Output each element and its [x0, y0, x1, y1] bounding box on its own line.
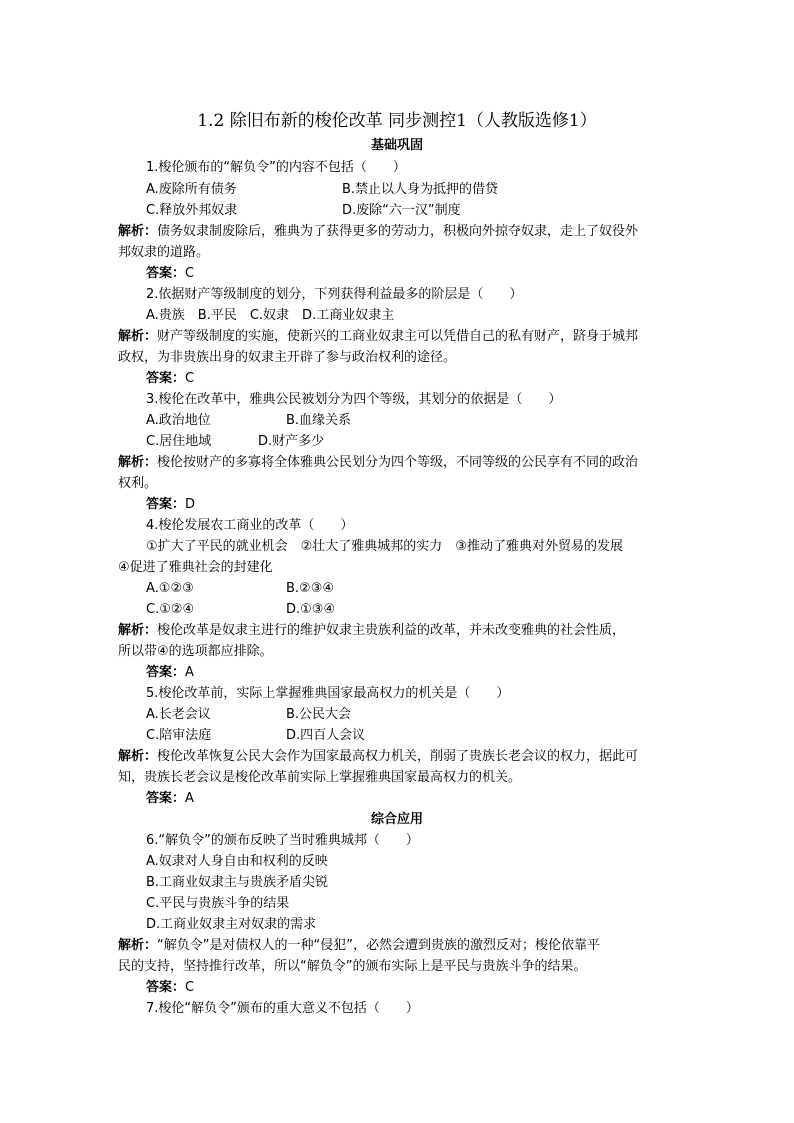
answer-label: 答案：: [146, 665, 186, 680]
q3-option-c: C.居住地域: [146, 434, 212, 449]
q1-option-b: B.禁止以人身为抵押的借贷: [342, 182, 499, 197]
q4-items-2: ④促进了雅典社会的封建化: [118, 560, 273, 575]
answer-label: 答案：: [146, 371, 186, 386]
q3-answer: [146, 495, 195, 515]
q3-options-row2: [146, 432, 325, 452]
q5-option-b: B.公民大会: [286, 707, 352, 722]
q3-option-a: A.政治地位: [146, 413, 211, 428]
q4-option-a: A.①②③: [146, 581, 194, 596]
answer-label: 答案：: [146, 497, 186, 512]
q3-analysis-text-1: 梭伦按财产的多寡将全体雅典公民划分为四个等级，不同等级的公民享有不同的政治: [157, 455, 639, 470]
analysis-label: 解析：: [118, 329, 158, 344]
q5-options-row1: [146, 705, 352, 725]
q5-analysis-text-2: 知，贵族长老会议是梭伦改革前实际上掌握雅典国家最高权力的机关。: [118, 770, 522, 785]
q4-option-b: B.②③④: [286, 581, 335, 596]
q3-option-d: D.财产多少: [258, 434, 325, 449]
q1-option-c: C.释放外邦奴隶: [146, 203, 238, 218]
q2-analysis-text-2: 政权，为非贵族出身的奴隶主开辟了参与政治权利的途径。: [118, 350, 457, 365]
analysis-label: 解析：: [118, 623, 158, 638]
q1-options-row2: [146, 201, 461, 221]
answer-label: 答案：: [146, 980, 186, 995]
q6-answer-value: C: [185, 980, 195, 995]
q1-answer-value: C: [185, 266, 195, 281]
q5-option-a: A.长老会议: [146, 707, 211, 722]
q3-stem: 3.梭伦在改革中，雅典公民被划分为四个等级，其划分的依据是（ ）: [146, 392, 562, 407]
q6-option-b: B.工商业奴隶主与贵族矛盾尖锐: [146, 875, 329, 890]
q2-answer: [146, 369, 194, 389]
q4-items-1: ①扩大了平民的就业机会 ②壮大了雅典城邦的实力 ③推动了雅典对外贸易的发展: [146, 539, 623, 554]
q6-option-c: C.平民与贵族斗争的结果: [146, 896, 290, 911]
q2-analysis-text-1: 财产等级制度的实施，使新兴的工商业奴隶主可以凭借自己的私有财产，跻身于城邦: [157, 329, 639, 344]
q4-options-row2: [146, 600, 336, 620]
q4-analysis-text-2: 所以带④的选项都应排除。: [118, 644, 273, 659]
q3-options-row1: [146, 411, 352, 431]
q3-answer-value: D: [185, 497, 196, 512]
analysis-label: 解析：: [118, 749, 158, 764]
q4-answer: [146, 663, 194, 683]
q5-analysis: [118, 747, 638, 767]
q1-answer: [146, 264, 194, 284]
q1-analysis: [118, 222, 638, 242]
q4-option-c: C.①②④: [146, 602, 195, 617]
q5-options-row2: [146, 726, 366, 746]
q6-stem: 6.“解负令”的颁布反映了当时雅典城邦（ ）: [146, 833, 419, 848]
q4-options-row1: [146, 579, 335, 599]
q1-option-a: A.废除所有债务: [146, 182, 237, 197]
q4-answer-value: A: [185, 665, 194, 680]
analysis-label: 解析：: [118, 455, 158, 470]
q6-option-d: D.工商业奴隶主对奴隶的需求: [146, 917, 317, 932]
q2-options: A.贵族 B.平民 C.奴隶 D.工商业奴隶主: [146, 308, 395, 323]
answer-label: 答案：: [146, 266, 186, 281]
q3-option-b: B.血缘关系: [286, 413, 352, 428]
q4-analysis: [118, 621, 625, 641]
q1-stem: 1.梭伦颁布的“解负令”的内容不包括（ ）: [146, 160, 406, 175]
analysis-label: 解析：: [118, 938, 158, 953]
section-basic: 基础巩固: [370, 138, 423, 153]
q4-option-d: D.①③④: [286, 602, 336, 617]
q2-stem: 2.依据财产等级制度的划分，下列获得利益最多的阶层是（ ）: [146, 287, 523, 302]
analysis-label: 解析：: [118, 224, 158, 239]
q7-stem: 7.梭伦“解负令”颁布的重大意义不包括（ ）: [146, 1001, 419, 1016]
q5-answer: [146, 789, 194, 809]
q1-analysis-text-2: 邦奴隶的道路。: [118, 245, 210, 260]
q6-analysis: [118, 936, 600, 956]
q1-analysis-text-1: 债务奴隶制废除后，雅典为了获得更多的劳动力，积极向外掠夺奴隶，走上了奴役外: [157, 224, 639, 239]
q1-options-row1: [146, 180, 499, 200]
q2-answer-value: C: [185, 371, 195, 386]
q6-answer: [146, 978, 194, 998]
q5-analysis-text-1: 梭伦改革恢复公民大会作为国家最高权力机关，削弱了贵族长老会议的权力，据此可: [157, 749, 639, 764]
q6-analysis-text-1: “解负令”是对债权人的一种“侵犯”，必然会遭到贵族的激烈反对；梭伦依靠平: [157, 938, 600, 953]
page-title: 1.2 除旧布新的梭伦改革 同步测控1（人教版选修1）: [197, 111, 597, 131]
section-applied: 综合应用: [370, 812, 423, 827]
q4-stem: 4.梭伦发展农工商业的改革（ ）: [146, 518, 354, 533]
q2-analysis: [118, 327, 638, 347]
q6-option-a: A.奴隶对人身自由和权利的反映: [146, 854, 328, 869]
q5-answer-value: A: [185, 791, 194, 806]
q1-option-d: D.废除“六一汉”制度: [342, 203, 461, 218]
q5-option-d: D.四百人会议: [286, 728, 366, 743]
q3-analysis-text-2: 权利。: [118, 476, 158, 491]
q3-analysis: [118, 453, 638, 473]
answer-label: 答案：: [146, 791, 186, 806]
q5-option-c: C.陪审法庭: [146, 728, 212, 743]
q5-stem: 5.梭伦改革前，实际上掌握雅典国家最高权力的机关是（ ）: [146, 686, 510, 701]
q6-analysis-text-2: 民的支持，坚持推行改革，所以“解负令”的颁布实际上是平民与贵族斗争的结果。: [118, 959, 587, 974]
q4-analysis-text-1: 梭伦改革是奴隶主进行的维护奴隶主贵族利益的改革，并未改变雅典的社会性质，: [157, 623, 626, 638]
